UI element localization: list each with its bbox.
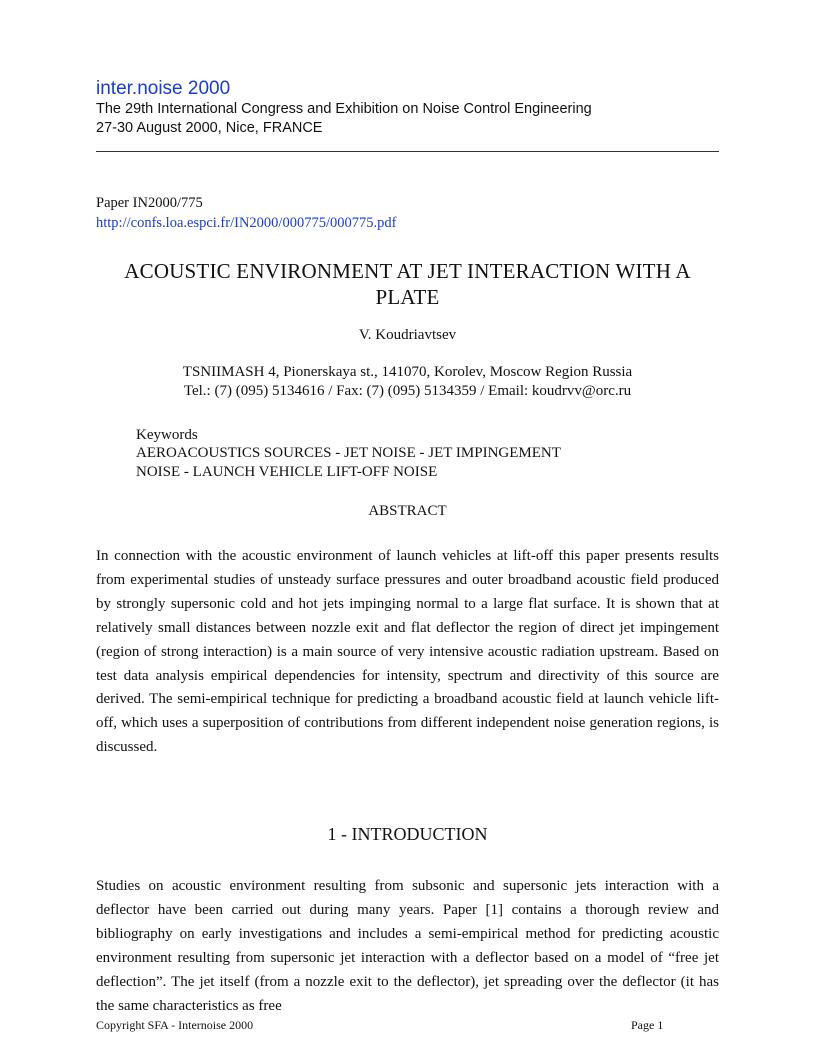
footer-page-number: Page 1 <box>631 1018 664 1032</box>
abstract-heading: ABSTRACT <box>368 503 447 519</box>
conference-date-location: 27-30 August 2000, Nice, FRANCE <box>96 120 323 136</box>
conference-subtitle: The 29th International Congress and Exhibition on Noise Control Engineering <box>96 101 592 117</box>
abstract-text: In connection with the acoustic environment of launch vehicles at lift-off this paper presents results from experimental studies of unsteady surface pressures and outer broadband acoustic field produced by strongly supersonic cold and hot jets impinging normal to a large flat surface. It is shown that at relatively small distances between nozzle exit and flat deflector the region of direct jet impingement (region of strong interaction) is a main source of very intensive acoustic radiation upstream. Based on test data analysis empirical dependencies for intensity, spectrum and directivity of this source are derived. The semi-empirical technique for predicting a broadband acoustic field at launch vehicle lift-off, which uses a superposition of contributions from different independent noise generation regions, is discussed. <box>96 548 719 756</box>
keywords-line-1: AEROACOUSTICS SOURCES - JET NOISE - JET IMPINGEMENT <box>136 445 561 461</box>
paper-author: V. Koudriavtsev <box>358 327 457 343</box>
paper-url-link[interactable]: http://confs.loa.espci.fr/IN2000/000775/000775.pdf <box>96 215 397 231</box>
keywords-heading: Keywords <box>136 427 198 443</box>
footer-copyright: Copyright SFA - Internoise 2000 <box>96 1018 254 1032</box>
conference-name: inter.noise 2000 <box>96 78 231 99</box>
paper-id: Paper IN2000/775 <box>96 195 203 211</box>
introduction-text: Studies on acoustic environment resulting from subsonic and supersonic jets interaction with a deflector have been carried out during many years. Paper [1] contains a thorough review and bibliography on early investigations and includes a semi-empirical method for predicting acoustic environment resulting from supersonic jet interaction with a deflector based on a model of “free jet deflection”. The jet itself (from a nozzle exit to the deflector), jet spreading over the deflector (it has the same characteristics as free <box>96 878 719 1014</box>
author-contact: Tel.: (7) (095) 5134616 / Fax: (7) (095) 5134359 / Email: koudrvv@orc.ru <box>183 383 632 399</box>
header-divider <box>96 151 719 152</box>
author-affiliation: TSNIIMASH 4, Pionerskaya st., 141070, Korolev, Moscow Region Russia <box>182 364 633 380</box>
keywords-line-2: NOISE - LAUNCH VEHICLE LIFT-OFF NOISE <box>136 464 438 480</box>
paper-title: ACOUSTIC ENVIRONMENT AT JET INTERACTION WITH A PLATE <box>124 259 691 309</box>
introduction-heading: 1 - INTRODUCTION <box>327 824 488 844</box>
